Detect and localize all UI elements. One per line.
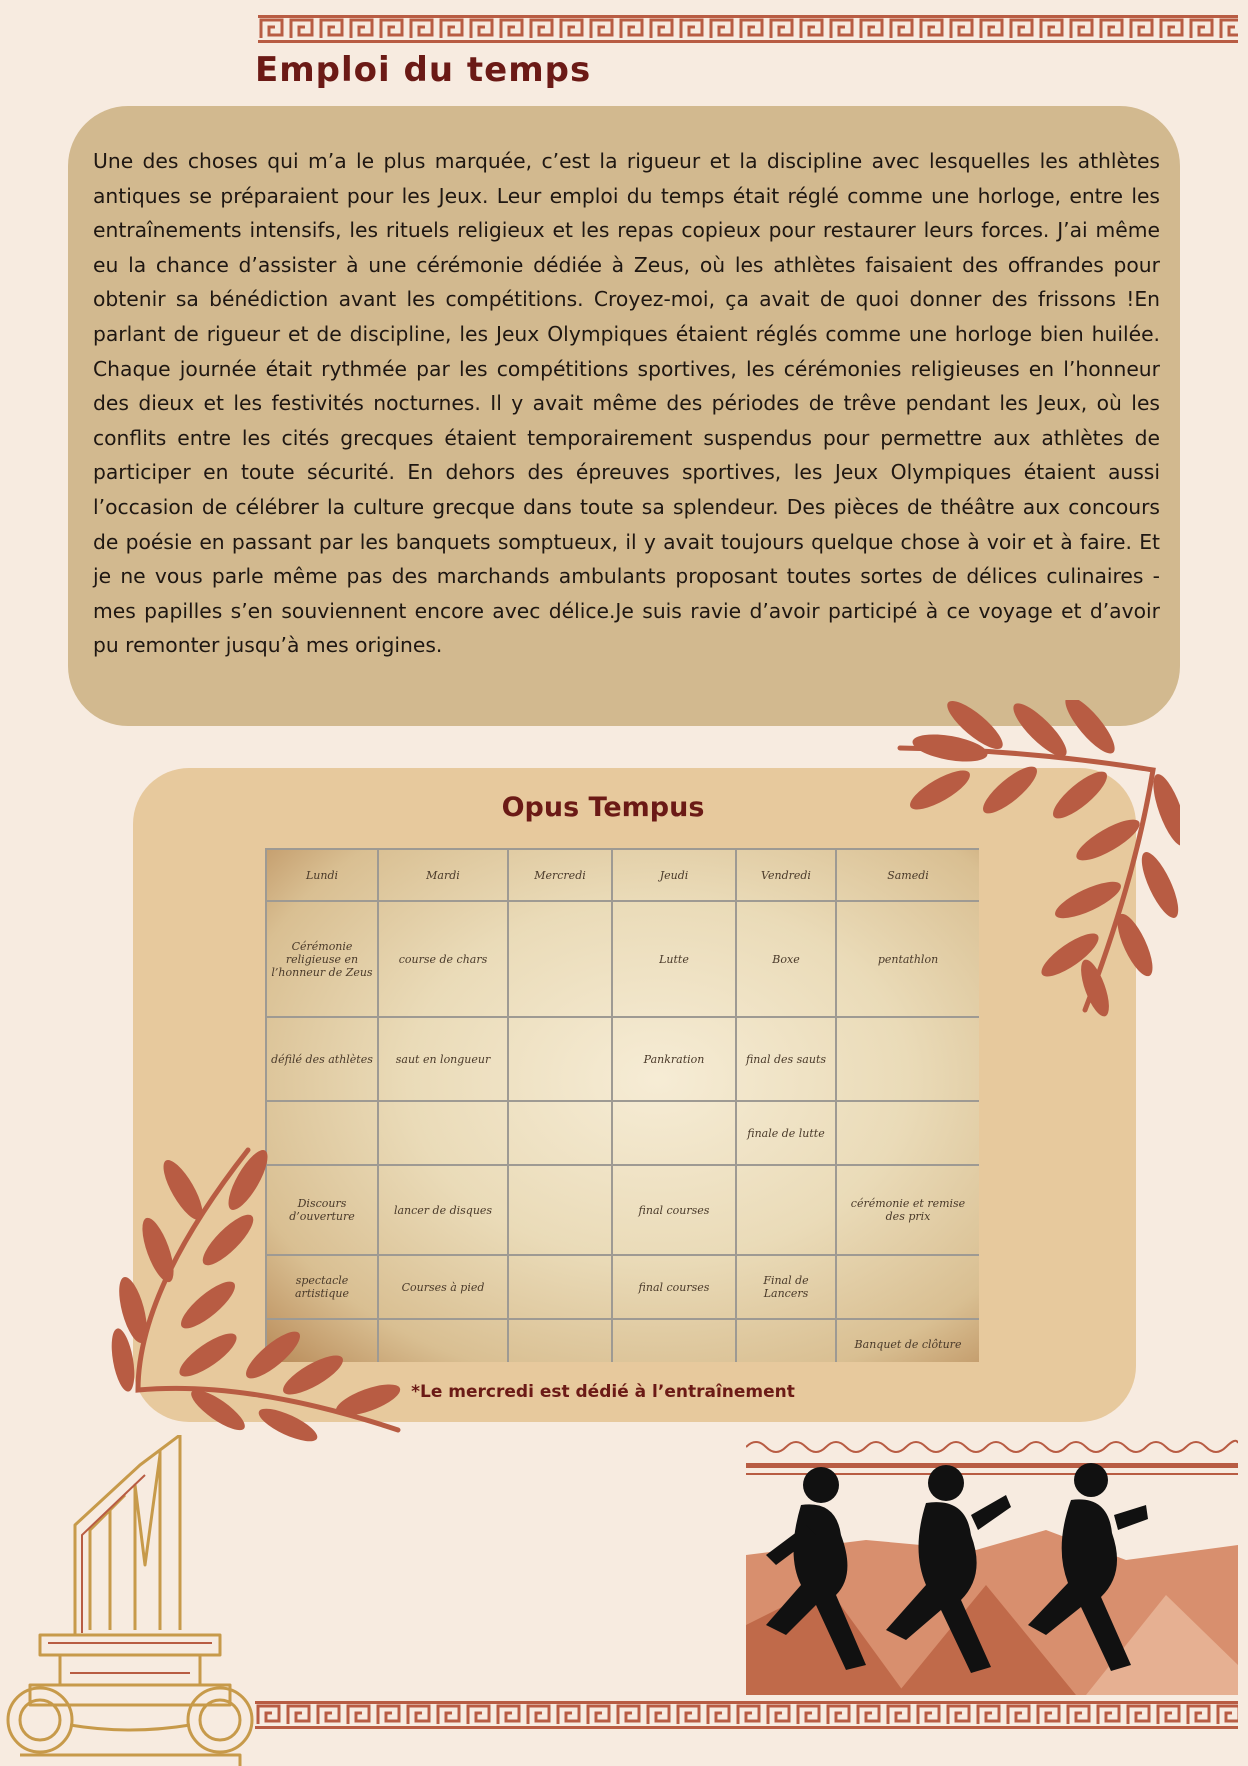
table-cell: [508, 1101, 612, 1165]
table-cell: [612, 1101, 736, 1165]
table-cell: lancer de disques: [378, 1165, 508, 1255]
greek-runners-vase-icon: [746, 1435, 1238, 1695]
table-cell: spectacle artistique: [266, 1255, 378, 1319]
table-row: [266, 901, 979, 1017]
table-cell: [836, 1017, 979, 1101]
timetable-title: Opus Tempus: [501, 792, 705, 823]
day-header: Jeudi: [612, 849, 736, 901]
table-cell: [508, 1255, 612, 1319]
table-cell: [736, 1319, 836, 1362]
table-row: [266, 1017, 979, 1101]
table-cell: course de chars: [378, 901, 508, 1017]
table-cell: finale de lutte: [736, 1101, 836, 1165]
page-title: Emploi du temps: [255, 50, 592, 90]
table-cell: Pankration: [612, 1017, 736, 1101]
day-header: Vendredi: [736, 849, 836, 901]
table-cell: Boxe: [736, 901, 836, 1017]
table-cell: défilé des athlètes: [266, 1017, 378, 1101]
greek-column-icon: [0, 1435, 260, 1766]
day-header: Samedi: [836, 849, 979, 901]
table-cell: saut en longueur: [378, 1017, 508, 1101]
table-cell: [508, 1017, 612, 1101]
table-cell: [508, 1165, 612, 1255]
table-cell: [736, 1165, 836, 1255]
table-cell: Lutte: [612, 901, 736, 1017]
table-cell: final courses: [612, 1165, 736, 1255]
narrative-card: [68, 106, 1180, 726]
table-cell: final des sauts: [736, 1017, 836, 1101]
table-cell: [836, 1255, 979, 1319]
table-cell: Cérémonie religieuse en l’honneur de Zeus: [266, 901, 378, 1017]
table-cell: Discours d’ouverture: [266, 1165, 378, 1255]
table-cell: [836, 1101, 979, 1165]
bottom-greek-key-border-icon: [255, 1700, 1238, 1730]
day-header: Mardi: [378, 849, 508, 901]
table-cell: pentathlon: [836, 901, 979, 1017]
table-cell: [612, 1319, 736, 1362]
table-cell: final courses: [612, 1255, 736, 1319]
timetable-footnote: *Le mercredi est dédié à l’entraînement: [411, 1382, 795, 1402]
narrative-text: Une des choses qui m’a le plus marquée, c’est la rigueur et la discipline avec lesquelles les athlètes antiques se préparaient pour les Jeux. Leur emploi du temps était réglé comme une horloge, entre les entraînements intensifs, les rituels religieux et les repas copieux pour restaurer leurs forces. J’ai même eu la chance d’assister à une cérémonie dédiée à Zeus, où les athlètes faisaient des offrandes pour obtenir sa bénédiction avant les compétitions. Croyez-moi, ça avait de quoi donner des frissons !En parlant de rigueur et de discipline, les Jeux Olympiques étaient réglés comme une horloge bien huilée. Chaque journée était rythmée par les compétitions sportives, les cérémonies religieuses en l’honneur des dieux et les festivités nocturnes. Il y avait même des périodes de trêve pendant les Jeux, où les conflits entre les cités grecques étaient temporairement suspendus pour permettre aux athlètes de participer en toute sécurité. En dehors des épreuves sportives, les Jeux Olympiques étaient aussi l’occasion de célébrer la culture grecque dans toute sa splendeur. Des pièces de théâtre aux concours de poésie en passant par les banquets somptueux, il y avait toujours quelque chose à voir et à faire. Et je ne vous parle même pas des marchands ambulants proposant toutes sortes de délices culinaires - mes papilles s’en souviennent encore avec délice.Je suis ravie d’avoir participé à ce voyage et d’avoir pu remonter jusqu’à mes origines.: [93, 149, 1160, 658]
table-cell: [508, 901, 612, 1017]
laurel-branch-icon: [880, 700, 1180, 1020]
laurel-branch-icon: [98, 1140, 408, 1450]
table-cell: Courses à pied: [378, 1255, 508, 1319]
table-cell: [508, 1319, 612, 1362]
table-cell: Final de Lancers: [736, 1255, 836, 1319]
top-greek-key-border-icon: [258, 14, 1238, 44]
table-cell: Banquet de clôture: [836, 1319, 979, 1362]
timetable-header-row: [266, 849, 979, 901]
day-header: Lundi: [266, 849, 378, 901]
table-cell: cérémonie et remise des prix: [836, 1165, 979, 1255]
day-header: Mercredi: [508, 849, 612, 901]
